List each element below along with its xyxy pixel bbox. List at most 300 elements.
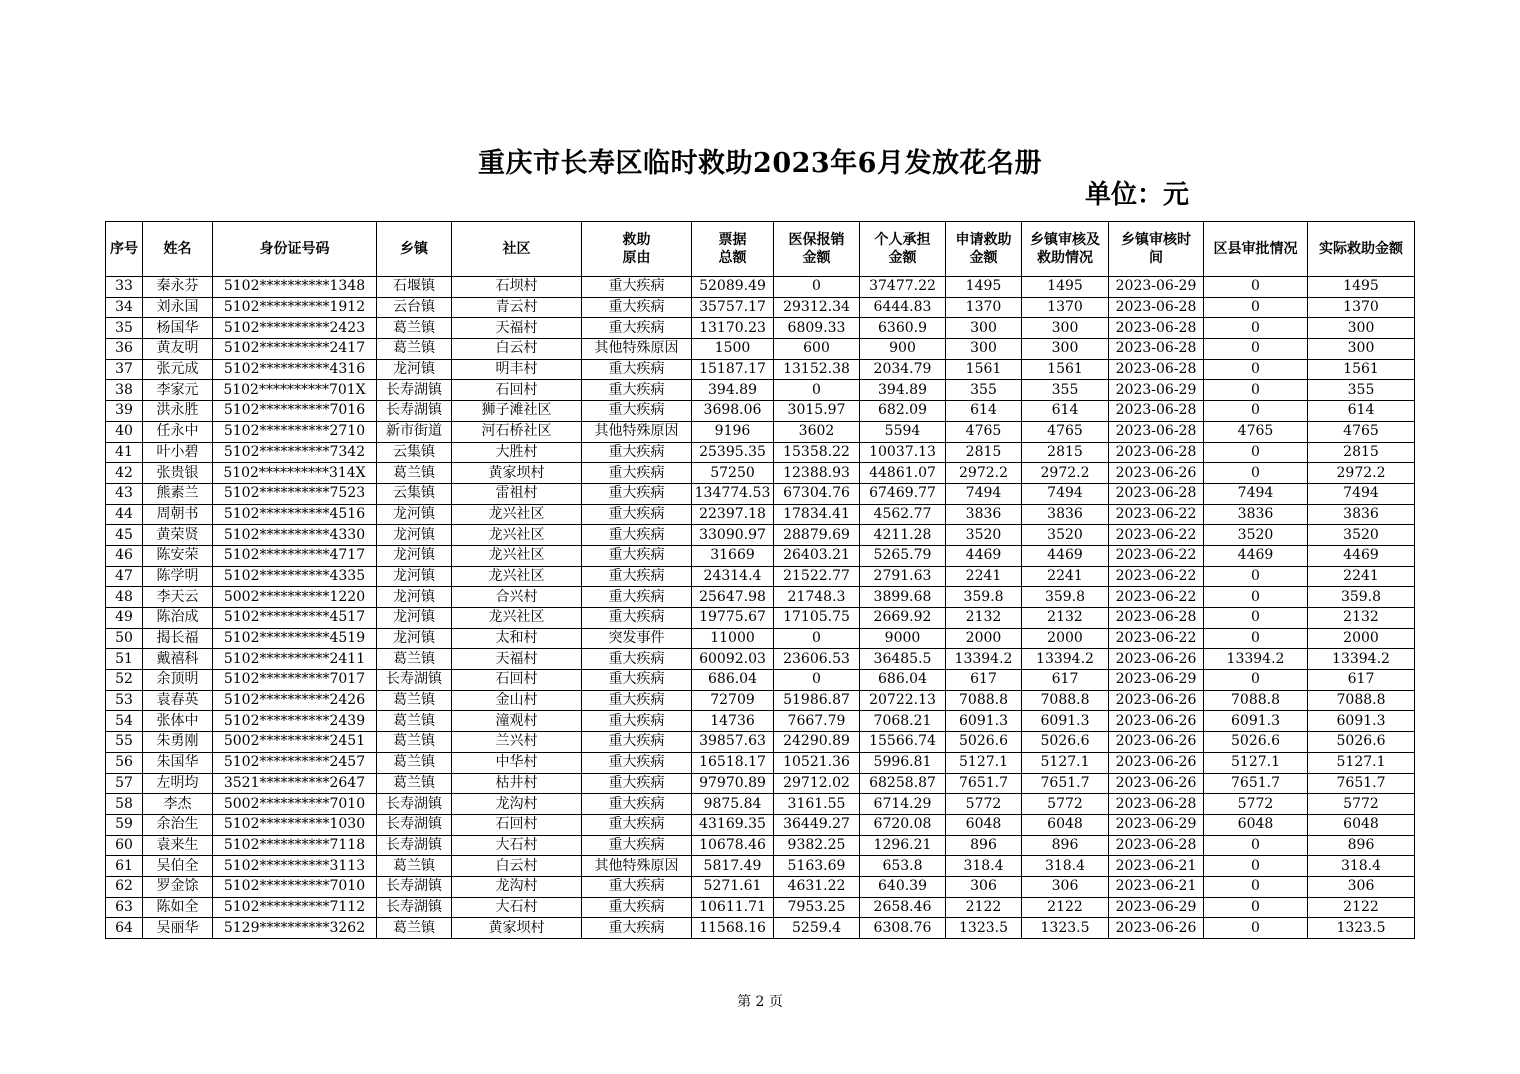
table-row <box>106 794 1415 815</box>
cell-district-approval: 0 <box>1204 670 1308 691</box>
cell-name: 朱勇刚 <box>143 732 213 753</box>
cell-bill-total: 5271.61 <box>692 876 774 897</box>
cell-personal: 9000 <box>860 628 946 649</box>
cell-personal: 5265.79 <box>860 545 946 566</box>
cell-apply: 3836 <box>946 504 1022 525</box>
cell-town: 葛兰镇 <box>377 856 452 877</box>
table-row <box>106 814 1415 835</box>
cell-community: 雷祖村 <box>452 483 582 504</box>
cell-name: 刘永国 <box>143 297 213 318</box>
cell-index: 39 <box>106 401 143 422</box>
cell-bill-total: 72709 <box>692 690 774 711</box>
header-col-id-number: 身份证号码 <box>213 222 377 277</box>
cell-reason: 突发事件 <box>582 628 692 649</box>
table-row <box>106 856 1415 877</box>
cell-bill-total: 25395.35 <box>692 442 774 463</box>
table-row <box>106 752 1415 773</box>
cell-community: 太和村 <box>452 628 582 649</box>
cell-insurance: 7667.79 <box>774 711 860 732</box>
cell-town: 龙河镇 <box>377 608 452 629</box>
cell-bill-total: 35757.17 <box>692 297 774 318</box>
cell-town: 长寿湖镇 <box>377 835 452 856</box>
cell-name: 黄友明 <box>143 339 213 360</box>
cell-review-date: 2023-06-26 <box>1109 732 1204 753</box>
cell-id-number: 5102**********2710 <box>213 421 377 442</box>
cell-apply: 306 <box>946 876 1022 897</box>
cell-bill-total: 10611.71 <box>692 897 774 918</box>
cell-apply: 4765 <box>946 421 1022 442</box>
cell-name: 李杰 <box>143 794 213 815</box>
cell-review-date: 2023-06-22 <box>1109 587 1204 608</box>
cell-actual-amount: 617 <box>1308 670 1415 691</box>
cell-district-approval: 0 <box>1204 566 1308 587</box>
cell-insurance: 0 <box>774 628 860 649</box>
cell-reason: 重大疾病 <box>582 318 692 339</box>
cell-town-review: 2972.2 <box>1022 463 1109 484</box>
cell-review-date: 2023-06-28 <box>1109 318 1204 339</box>
cell-review-date: 2023-06-28 <box>1109 835 1204 856</box>
cell-actual-amount: 614 <box>1308 401 1415 422</box>
cell-review-date: 2023-06-28 <box>1109 297 1204 318</box>
cell-community: 龙沟村 <box>452 794 582 815</box>
cell-town-review: 3836 <box>1022 504 1109 525</box>
cell-community: 枯井村 <box>452 773 582 794</box>
cell-district-approval: 6091.3 <box>1204 711 1308 732</box>
cell-insurance: 26403.21 <box>774 545 860 566</box>
cell-index: 44 <box>106 504 143 525</box>
cell-personal: 37477.22 <box>860 277 946 298</box>
cell-name: 余治生 <box>143 814 213 835</box>
cell-id-number: 5102**********2411 <box>213 649 377 670</box>
cell-district-approval: 0 <box>1204 339 1308 360</box>
cell-id-number: 5102**********1030 <box>213 814 377 835</box>
cell-reason: 重大疾病 <box>582 711 692 732</box>
cell-reason: 重大疾病 <box>582 545 692 566</box>
cell-town-review: 2815 <box>1022 442 1109 463</box>
cell-insurance: 21748.3 <box>774 587 860 608</box>
cell-reason: 重大疾病 <box>582 380 692 401</box>
header-col-index: 序号 <box>106 222 143 277</box>
cell-name: 陈如全 <box>143 897 213 918</box>
cell-community: 兰兴村 <box>452 732 582 753</box>
header-col-reason: 救助 原由 <box>582 222 692 277</box>
cell-index: 33 <box>106 277 143 298</box>
cell-community: 白云村 <box>452 856 582 877</box>
cell-community: 龙兴社区 <box>452 545 582 566</box>
cell-town-review: 1370 <box>1022 297 1109 318</box>
cell-name: 李家元 <box>143 380 213 401</box>
cell-town: 龙河镇 <box>377 525 452 546</box>
cell-review-date: 2023-06-28 <box>1109 421 1204 442</box>
cell-personal: 44861.07 <box>860 463 946 484</box>
cell-name: 揭长福 <box>143 628 213 649</box>
cell-community: 龙兴社区 <box>452 608 582 629</box>
cell-index: 45 <box>106 525 143 546</box>
cell-insurance: 600 <box>774 339 860 360</box>
cell-district-approval: 0 <box>1204 277 1308 298</box>
cell-personal: 10037.13 <box>860 442 946 463</box>
cell-id-number: 5129**********3262 <box>213 918 377 939</box>
cell-community: 龙兴社区 <box>452 566 582 587</box>
cell-personal: 6308.76 <box>860 918 946 939</box>
cell-district-approval: 0 <box>1204 359 1308 380</box>
cell-name: 张贵银 <box>143 463 213 484</box>
cell-personal: 4211.28 <box>860 525 946 546</box>
cell-personal: 3899.68 <box>860 587 946 608</box>
cell-id-number: 5102**********7342 <box>213 442 377 463</box>
cell-apply: 318.4 <box>946 856 1022 877</box>
cell-reason: 重大疾病 <box>582 483 692 504</box>
cell-reason: 重大疾病 <box>582 649 692 670</box>
cell-apply: 7651.7 <box>946 773 1022 794</box>
cell-apply: 614 <box>946 401 1022 422</box>
cell-community: 天福村 <box>452 318 582 339</box>
table-row <box>106 401 1415 422</box>
cell-reason: 其他特殊原因 <box>582 856 692 877</box>
cell-name: 张元成 <box>143 359 213 380</box>
cell-bill-total: 15187.17 <box>692 359 774 380</box>
cell-insurance: 3602 <box>774 421 860 442</box>
header-col-town-review: 乡镇审核及 救助情况 <box>1022 222 1109 277</box>
cell-index: 47 <box>106 566 143 587</box>
cell-community: 青云村 <box>452 297 582 318</box>
cell-town-review: 3520 <box>1022 525 1109 546</box>
table-row <box>106 876 1415 897</box>
cell-id-number: 5102**********1348 <box>213 277 377 298</box>
cell-name: 陈安荣 <box>143 545 213 566</box>
cell-insurance: 23606.53 <box>774 649 860 670</box>
table-row <box>106 587 1415 608</box>
table-row <box>106 918 1415 939</box>
cell-index: 49 <box>106 608 143 629</box>
cell-review-date: 2023-06-26 <box>1109 918 1204 939</box>
cell-review-date: 2023-06-28 <box>1109 483 1204 504</box>
cell-community: 黄家坝村 <box>452 463 582 484</box>
cell-index: 52 <box>106 670 143 691</box>
cell-reason: 其他特殊原因 <box>582 339 692 360</box>
cell-insurance: 0 <box>774 670 860 691</box>
cell-index: 58 <box>106 794 143 815</box>
cell-id-number: 5102**********3113 <box>213 856 377 877</box>
cell-actual-amount: 13394.2 <box>1308 649 1415 670</box>
cell-reason: 重大疾病 <box>582 463 692 484</box>
cell-apply: 355 <box>946 380 1022 401</box>
cell-review-date: 2023-06-22 <box>1109 545 1204 566</box>
cell-town-review: 306 <box>1022 876 1109 897</box>
cell-actual-amount: 1370 <box>1308 297 1415 318</box>
cell-review-date: 2023-06-26 <box>1109 690 1204 711</box>
cell-id-number: 3521**********2647 <box>213 773 377 794</box>
cell-district-approval: 6048 <box>1204 814 1308 835</box>
cell-actual-amount: 355 <box>1308 380 1415 401</box>
cell-actual-amount: 6048 <box>1308 814 1415 835</box>
cell-review-date: 2023-06-22 <box>1109 628 1204 649</box>
cell-id-number: 5102**********4335 <box>213 566 377 587</box>
cell-community: 石回村 <box>452 670 582 691</box>
cell-actual-amount: 3520 <box>1308 525 1415 546</box>
cell-insurance: 67304.76 <box>774 483 860 504</box>
header-col-town: 乡镇 <box>377 222 452 277</box>
cell-personal: 20722.13 <box>860 690 946 711</box>
cell-apply: 5127.1 <box>946 752 1022 773</box>
table-body <box>106 277 1415 939</box>
table-row <box>106 463 1415 484</box>
cell-reason: 重大疾病 <box>582 277 692 298</box>
page-title: 重庆市长寿区临时救助2023年6月发放花名册 <box>478 148 1042 179</box>
cell-bill-total: 31669 <box>692 545 774 566</box>
cell-district-approval: 4765 <box>1204 421 1308 442</box>
cell-town-review: 300 <box>1022 318 1109 339</box>
cell-insurance: 12388.93 <box>774 463 860 484</box>
table-row <box>106 297 1415 318</box>
cell-personal: 15566.74 <box>860 732 946 753</box>
cell-bill-total: 25647.98 <box>692 587 774 608</box>
cell-insurance: 9382.25 <box>774 835 860 856</box>
cell-index: 59 <box>106 814 143 835</box>
cell-reason: 重大疾病 <box>582 918 692 939</box>
cell-id-number: 5002**********1220 <box>213 587 377 608</box>
cell-index: 34 <box>106 297 143 318</box>
cell-review-date: 2023-06-29 <box>1109 897 1204 918</box>
cell-review-date: 2023-06-26 <box>1109 649 1204 670</box>
cell-apply: 617 <box>946 670 1022 691</box>
cell-insurance: 15358.22 <box>774 442 860 463</box>
cell-review-date: 2023-06-28 <box>1109 401 1204 422</box>
cell-index: 37 <box>106 359 143 380</box>
cell-community: 明丰村 <box>452 359 582 380</box>
cell-apply: 300 <box>946 339 1022 360</box>
cell-index: 57 <box>106 773 143 794</box>
cell-apply: 4469 <box>946 545 1022 566</box>
cell-insurance: 36449.27 <box>774 814 860 835</box>
cell-reason: 重大疾病 <box>582 794 692 815</box>
cell-town-review: 2122 <box>1022 897 1109 918</box>
table-row <box>106 566 1415 587</box>
header-row <box>106 222 1415 277</box>
cell-town-review: 7651.7 <box>1022 773 1109 794</box>
cell-apply: 1495 <box>946 277 1022 298</box>
cell-review-date: 2023-06-26 <box>1109 711 1204 732</box>
cell-apply: 7088.8 <box>946 690 1022 711</box>
cell-apply: 7494 <box>946 483 1022 504</box>
cell-apply: 5026.6 <box>946 732 1022 753</box>
cell-town: 云台镇 <box>377 297 452 318</box>
cell-town: 龙河镇 <box>377 587 452 608</box>
cell-name: 秦永芬 <box>143 277 213 298</box>
cell-town-review: 300 <box>1022 339 1109 360</box>
cell-town: 长寿湖镇 <box>377 380 452 401</box>
table-row <box>106 380 1415 401</box>
unit-label: 单位：元 <box>1085 180 1190 210</box>
cell-town: 葛兰镇 <box>377 649 452 670</box>
cell-id-number: 5102**********2457 <box>213 752 377 773</box>
cell-bill-total: 13170.23 <box>692 318 774 339</box>
cell-id-number: 5102**********2426 <box>213 690 377 711</box>
table-row <box>106 628 1415 649</box>
cell-apply: 6048 <box>946 814 1022 835</box>
cell-bill-total: 9196 <box>692 421 774 442</box>
cell-bill-total: 9875.84 <box>692 794 774 815</box>
cell-index: 42 <box>106 463 143 484</box>
cell-town-review: 617 <box>1022 670 1109 691</box>
cell-review-date: 2023-06-29 <box>1109 670 1204 691</box>
cell-personal: 2669.92 <box>860 608 946 629</box>
cell-actual-amount: 2815 <box>1308 442 1415 463</box>
cell-community: 黄家坝村 <box>452 918 582 939</box>
cell-apply: 1323.5 <box>946 918 1022 939</box>
cell-review-date: 2023-06-28 <box>1109 442 1204 463</box>
cell-community: 河石桥社区 <box>452 421 582 442</box>
cell-personal: 6360.9 <box>860 318 946 339</box>
cell-apply: 896 <box>946 835 1022 856</box>
cell-reason: 重大疾病 <box>582 773 692 794</box>
cell-actual-amount: 6091.3 <box>1308 711 1415 732</box>
cell-review-date: 2023-06-29 <box>1109 277 1204 298</box>
cell-personal: 686.04 <box>860 670 946 691</box>
header-col-insurance: 医保报销 金额 <box>774 222 860 277</box>
table-row <box>106 649 1415 670</box>
cell-town-review: 6048 <box>1022 814 1109 835</box>
cell-id-number: 5102**********7118 <box>213 835 377 856</box>
cell-index: 38 <box>106 380 143 401</box>
cell-town: 葛兰镇 <box>377 318 452 339</box>
cell-personal: 2034.79 <box>860 359 946 380</box>
cell-insurance: 29712.02 <box>774 773 860 794</box>
cell-town-review: 896 <box>1022 835 1109 856</box>
cell-review-date: 2023-06-28 <box>1109 359 1204 380</box>
cell-name: 余顶明 <box>143 670 213 691</box>
cell-apply: 2972.2 <box>946 463 1022 484</box>
cell-town: 龙河镇 <box>377 545 452 566</box>
cell-bill-total: 10678.46 <box>692 835 774 856</box>
cell-actual-amount: 300 <box>1308 339 1415 360</box>
cell-town-review: 2000 <box>1022 628 1109 649</box>
cell-index: 43 <box>106 483 143 504</box>
page-number: 第 2 页 <box>737 994 783 1010</box>
cell-index: 61 <box>106 856 143 877</box>
cell-personal: 67469.77 <box>860 483 946 504</box>
cell-community: 天福村 <box>452 649 582 670</box>
cell-review-date: 2023-06-26 <box>1109 463 1204 484</box>
cell-apply: 3520 <box>946 525 1022 546</box>
cell-community: 狮子滩社区 <box>452 401 582 422</box>
cell-index: 50 <box>106 628 143 649</box>
cell-review-date: 2023-06-21 <box>1109 876 1204 897</box>
cell-district-approval: 5127.1 <box>1204 752 1308 773</box>
cell-personal: 5594 <box>860 421 946 442</box>
cell-id-number: 5102**********7112 <box>213 897 377 918</box>
cell-town-review: 4469 <box>1022 545 1109 566</box>
cell-name: 熊素兰 <box>143 483 213 504</box>
cell-town: 葛兰镇 <box>377 690 452 711</box>
cell-review-date: 2023-06-22 <box>1109 525 1204 546</box>
cell-town: 葛兰镇 <box>377 463 452 484</box>
cell-id-number: 5102**********701X <box>213 380 377 401</box>
cell-town-review: 318.4 <box>1022 856 1109 877</box>
cell-district-approval: 7494 <box>1204 483 1308 504</box>
cell-town: 龙河镇 <box>377 628 452 649</box>
cell-town-review: 359.8 <box>1022 587 1109 608</box>
cell-actual-amount: 1561 <box>1308 359 1415 380</box>
cell-index: 51 <box>106 649 143 670</box>
cell-town: 葛兰镇 <box>377 773 452 794</box>
cell-district-approval: 0 <box>1204 608 1308 629</box>
cell-index: 40 <box>106 421 143 442</box>
cell-reason: 重大疾病 <box>582 732 692 753</box>
cell-town: 葛兰镇 <box>377 711 452 732</box>
cell-district-approval: 0 <box>1204 897 1308 918</box>
cell-town: 龙河镇 <box>377 566 452 587</box>
cell-district-approval: 0 <box>1204 297 1308 318</box>
cell-apply: 2122 <box>946 897 1022 918</box>
table-row <box>106 773 1415 794</box>
cell-district-approval: 0 <box>1204 442 1308 463</box>
cell-reason: 重大疾病 <box>582 814 692 835</box>
relief-roster-table <box>105 221 1415 939</box>
cell-actual-amount: 318.4 <box>1308 856 1415 877</box>
table-row <box>106 483 1415 504</box>
cell-town: 龙河镇 <box>377 359 452 380</box>
cell-insurance: 28879.69 <box>774 525 860 546</box>
cell-id-number: 5102**********7010 <box>213 876 377 897</box>
cell-review-date: 2023-06-22 <box>1109 566 1204 587</box>
cell-reason: 重大疾病 <box>582 608 692 629</box>
cell-reason: 重大疾病 <box>582 525 692 546</box>
cell-community: 石回村 <box>452 814 582 835</box>
cell-reason: 重大疾病 <box>582 752 692 773</box>
cell-review-date: 2023-06-22 <box>1109 504 1204 525</box>
cell-name: 袁春英 <box>143 690 213 711</box>
cell-district-approval: 0 <box>1204 380 1308 401</box>
cell-district-approval: 0 <box>1204 835 1308 856</box>
cell-index: 63 <box>106 897 143 918</box>
cell-bill-total: 33090.97 <box>692 525 774 546</box>
cell-name: 洪永胜 <box>143 401 213 422</box>
table-row <box>106 277 1415 298</box>
cell-actual-amount: 7651.7 <box>1308 773 1415 794</box>
cell-bill-total: 14736 <box>692 711 774 732</box>
cell-actual-amount: 5772 <box>1308 794 1415 815</box>
cell-personal: 394.89 <box>860 380 946 401</box>
cell-actual-amount: 896 <box>1308 835 1415 856</box>
cell-id-number: 5102**********4516 <box>213 504 377 525</box>
cell-town-review: 355 <box>1022 380 1109 401</box>
header-col-actual-amount: 实际救助金额 <box>1308 222 1415 277</box>
cell-name: 吴伯全 <box>143 856 213 877</box>
cell-name: 戴禧科 <box>143 649 213 670</box>
table-row <box>106 670 1415 691</box>
cell-district-approval: 0 <box>1204 628 1308 649</box>
cell-actual-amount: 4765 <box>1308 421 1415 442</box>
cell-review-date: 2023-06-29 <box>1109 380 1204 401</box>
cell-town: 云集镇 <box>377 442 452 463</box>
cell-index: 60 <box>106 835 143 856</box>
cell-insurance: 10521.36 <box>774 752 860 773</box>
cell-reason: 重大疾病 <box>582 690 692 711</box>
cell-district-approval: 5772 <box>1204 794 1308 815</box>
cell-insurance: 4631.22 <box>774 876 860 897</box>
cell-insurance: 5163.69 <box>774 856 860 877</box>
cell-bill-total: 52089.49 <box>692 277 774 298</box>
cell-personal: 6444.83 <box>860 297 946 318</box>
cell-insurance: 0 <box>774 380 860 401</box>
cell-name: 黄荣贤 <box>143 525 213 546</box>
header-col-district-approval: 区县审批情况 <box>1204 222 1308 277</box>
cell-reason: 重大疾病 <box>582 835 692 856</box>
cell-id-number: 5102**********4316 <box>213 359 377 380</box>
cell-index: 41 <box>106 442 143 463</box>
cell-bill-total: 39857.63 <box>692 732 774 753</box>
